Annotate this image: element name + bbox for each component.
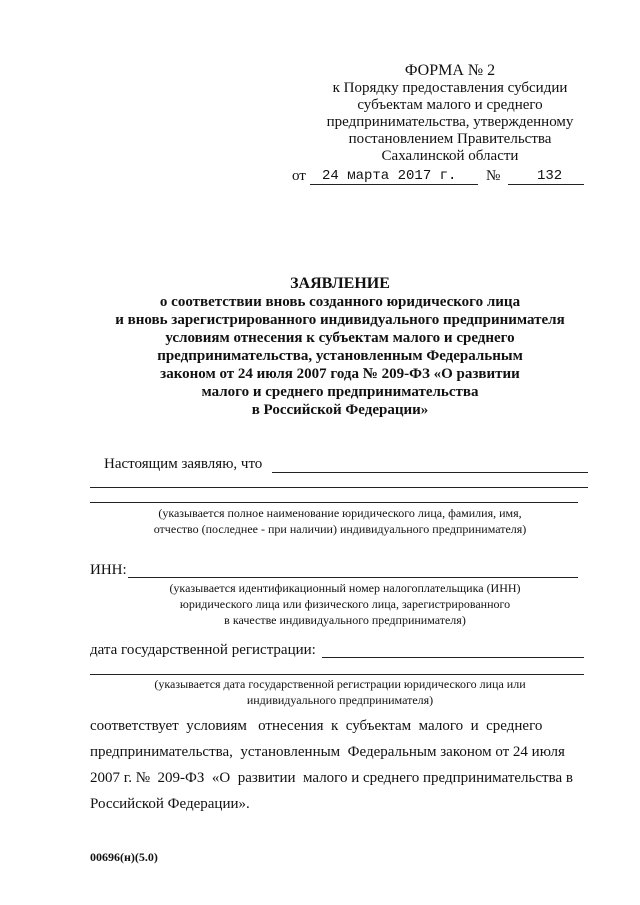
registration-hint-2: индивидуального предпринимателя) [246,693,434,707]
header-line-1: к Порядку предоставления субсидии [332,80,568,96]
conclusion-line-2: предпринимательства, установленным Федеральным законом от 24 июля [90,744,565,760]
title-line-2: и вновь зарегистрированного индивидуального предпринимателя [115,312,565,328]
registration-field-line-1[interactable] [322,657,584,658]
registration-field-line-2[interactable] [90,674,584,675]
registration-hint-1: (указывается дата государственной регистрации юридического лица или [154,677,526,691]
number-value: 132 [537,168,563,184]
inn-hint-3: в качестве индивидуального предпринимателя) [224,613,466,627]
title-line-6: малого и среднего предпринимательства [201,384,479,400]
number-underline [508,184,584,185]
inn-label: ИНН: [90,562,127,578]
inn-hint-2: юридического лица или физического лица, зарегистрированного [179,597,511,611]
title-line-3: условиям отнесения к субъектам малого и среднего [165,330,515,346]
title-heading: ЗАЯВЛЕНИЕ [290,275,390,292]
declaration-hint-1: (указывается полное наименование юридического лица, фамилия, имя, [158,506,522,520]
header-line-4: постановлением Правительства [348,131,552,147]
declaration-label: Настоящим заявляю, что [104,456,263,472]
title-line-1: о соответствии вновь созданного юридического лица [159,294,521,310]
date-value: 24 марта 2017 г. [322,168,457,184]
declaration-field-line-2[interactable] [90,487,588,488]
date-underline [310,184,478,185]
registration-label: дата государственной регистрации: [90,642,316,658]
conclusion-line-4: Российской Федерации». [90,796,250,812]
title-line-4: предпринимательства, установленным Федеральным [157,348,523,364]
number-label: № [486,168,501,184]
conclusion-line-3: 2007 г. № 209-ФЗ «О развитии малого и среднего предпринимательства в [90,770,573,786]
inn-hint-1: (указывается идентификационный номер налогоплательщика (ИНН) [169,581,521,595]
declaration-hint-2: отчество (последнее - при наличии) индивидуального предпринимателя) [153,522,527,536]
header-line-2: субъектам малого и среднего [357,97,543,113]
conclusion-line-1: соответствует условиям отнесения к субъектам малого и среднего [90,718,543,734]
date-prefix: от [292,168,306,184]
title-line-5: законом от 24 июля 2007 года № 209-ФЗ «О развитии [160,366,520,382]
declaration-field-line-1[interactable] [272,472,588,473]
title-line-7: в Российской Федерации» [251,402,429,418]
form-number: ФОРМА № 2 [404,62,496,79]
inn-field-line[interactable] [128,577,578,578]
footer-code: 00696(н)(5.0) [90,850,158,864]
header-line-3: предпринимательства, утвержденному [326,114,574,130]
declaration-field-line-3[interactable] [90,502,578,503]
header-line-5: Сахалинской области [381,148,519,164]
